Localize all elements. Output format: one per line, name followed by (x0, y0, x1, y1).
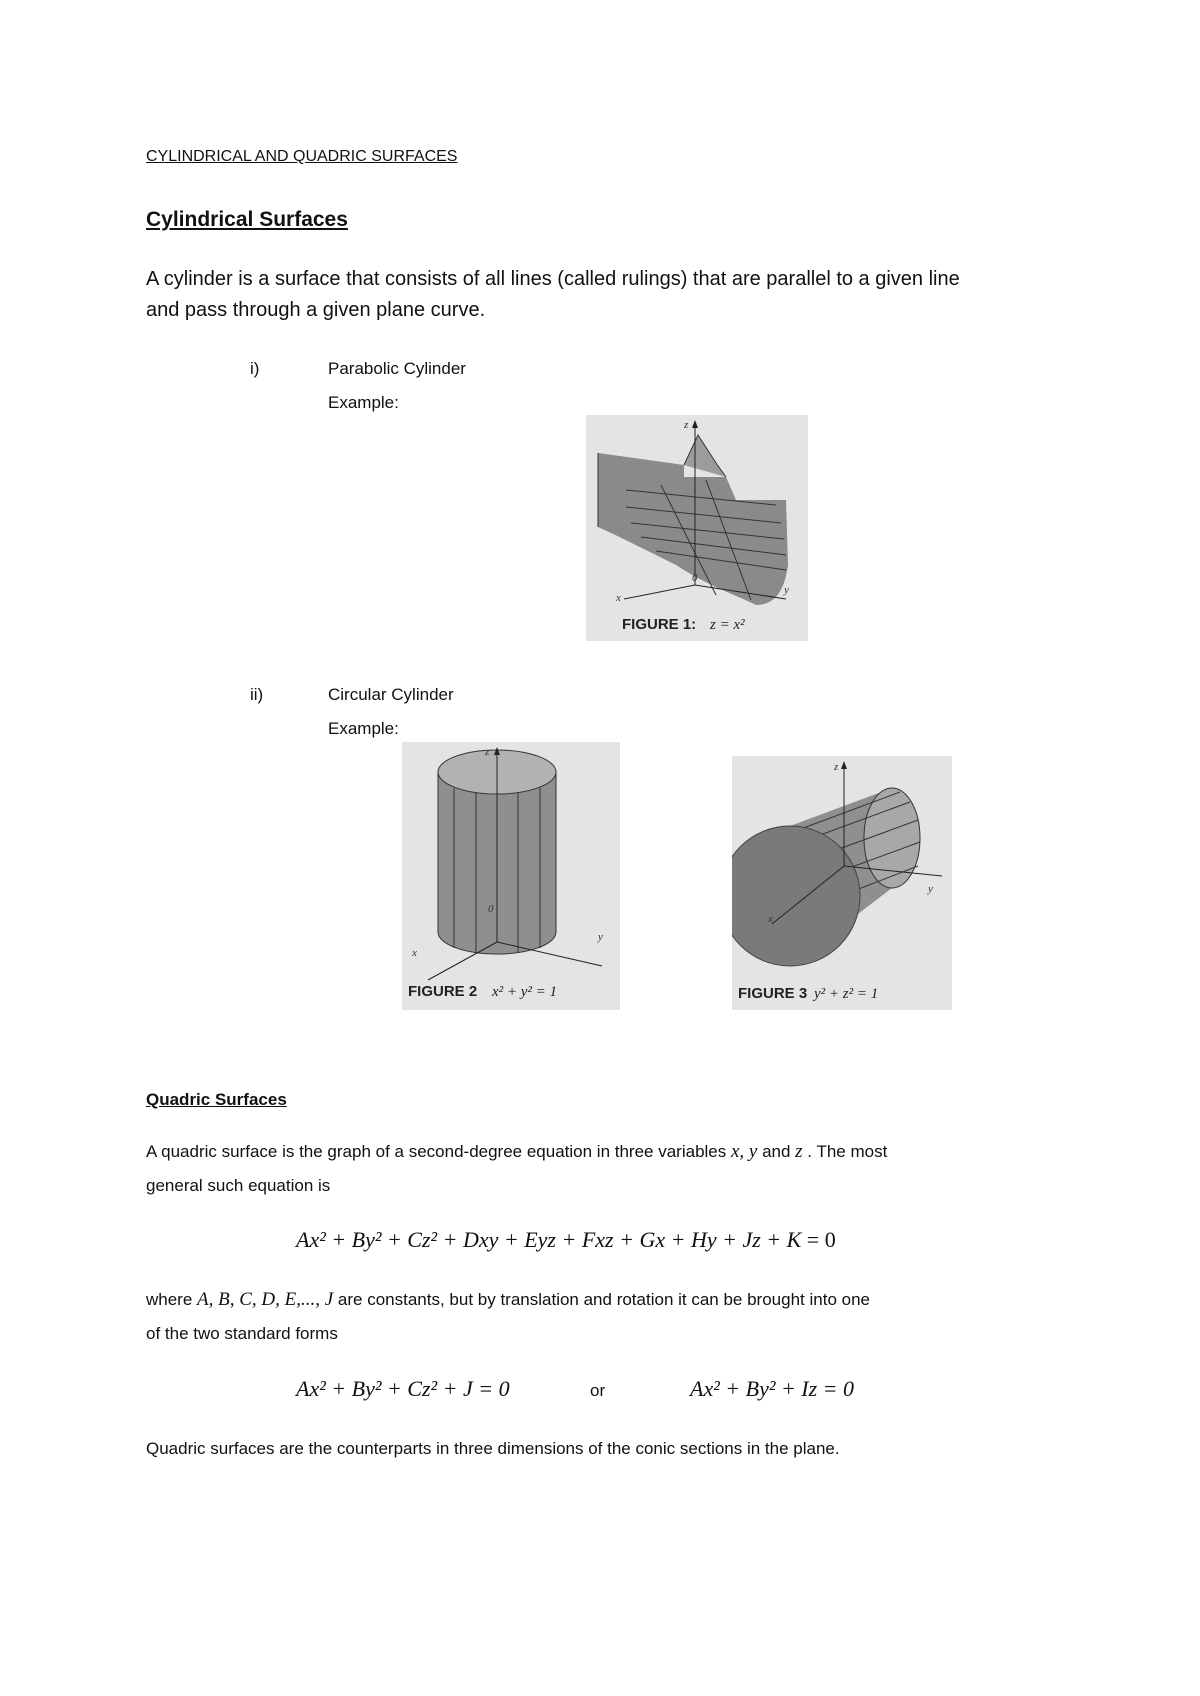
p2-where: where (146, 1290, 198, 1309)
figure-2-circular-cylinder (402, 742, 620, 1010)
quadric-paragraph-2-line-2: of the two standard forms (146, 1324, 338, 1343)
list-item-parabolic-cylinder (328, 352, 466, 420)
list-marker-ii: ii) (250, 685, 264, 704)
p1-and: and (757, 1142, 796, 1161)
cylindrical-surfaces-heading: Cylindrical Surfaces (146, 208, 348, 231)
document-title: CYLINDRICAL AND QUADRIC SURFACES (146, 148, 458, 165)
x-axis-label: x (768, 913, 773, 925)
z-axis-label: z (485, 746, 490, 758)
figure-3-equation: y² + z² = 1 (814, 986, 879, 1002)
general-quadric-equation (296, 1227, 836, 1253)
quadric-paragraph-2-line-1 (146, 1283, 1086, 1317)
quadric-surfaces-heading: Quadric Surfaces (146, 1090, 287, 1109)
parabolic-cylinder-label: Parabolic Cylinder (328, 359, 466, 378)
figure-2-caption: FIGURE 2 (408, 983, 478, 1000)
figure-1-parabolic-cylinder (586, 415, 808, 641)
z-axis-arrow (692, 420, 698, 428)
standard-form-1: Ax² + By² + Cz² + J = 0 (296, 1376, 510, 1401)
p1-vars-xy: x, y (730, 1141, 758, 1162)
z-axis-label: z (684, 419, 689, 431)
z-axis-label: z (834, 761, 839, 773)
p1-text-b: . The most (802, 1142, 888, 1161)
y-axis-label: y (598, 931, 603, 943)
p2-rest: are constants, but by translation and rotation it can be brought into one (333, 1290, 870, 1309)
figure-1-drawing (586, 415, 808, 641)
p1-text-a: A quadric surface is the graph of a second-degree equation in three variables (146, 1142, 731, 1161)
list-item-circular-cylinder (328, 678, 454, 746)
quadric-paragraph-1 (146, 1135, 1076, 1203)
origin-label: 0 (488, 903, 494, 915)
surface-far-rim (684, 435, 726, 477)
figure-3-circular-cylinder (732, 756, 952, 1010)
circular-cylinder-label: Circular Cylinder (328, 685, 454, 704)
quadric-paragraph-3: Quadric surfaces are the counterparts in three dimensions of the conic sections in the plane. (146, 1439, 840, 1458)
definition-line-1: A cylinder is a surface that consists of all lines (called rulings) that are parallel to a given line (146, 268, 960, 290)
y-axis-label: y (928, 883, 933, 895)
figure-3-caption: FIGURE 3 (738, 985, 808, 1002)
figure-2-equation: x² + y² = 1 (492, 984, 558, 1000)
figure-2-drawing (402, 742, 620, 1010)
standard-form-2: Ax² + By² + Iz = 0 (690, 1376, 855, 1401)
general-equation-lhs: Ax² + By² + Cz² + Dxy + Eyz + Fxz + Gx + Hy + Jz + K (296, 1227, 802, 1252)
p1-var-z: z (795, 1141, 803, 1162)
quadric-paragraph-2 (146, 1283, 1086, 1351)
x-axis (624, 585, 695, 599)
quadric-paragraph-1-line-2: general such equation is (146, 1176, 331, 1195)
figure-1-caption: FIGURE 1: (622, 616, 697, 633)
list-marker-i: i) (250, 359, 260, 378)
y-axis (497, 942, 602, 966)
or-label: or (590, 1381, 606, 1400)
circular-example-label: Example: (328, 719, 399, 738)
x-axis-label: x (616, 592, 621, 604)
general-equation-rhs: = 0 (806, 1227, 836, 1252)
cylinder-definition (146, 264, 1106, 326)
origin-label: 0 (692, 572, 698, 584)
parabolic-example-label: Example: (328, 393, 399, 412)
figure-1-equation: z = x² (710, 617, 745, 633)
figure-3-drawing (732, 756, 952, 1010)
quadric-paragraph-1-line-1 (146, 1135, 1076, 1169)
z-axis-arrow (841, 761, 847, 769)
x-axis-label: x (412, 947, 417, 959)
definition-line-2: and pass through a given plane curve. (146, 299, 486, 321)
y-axis-label: y (784, 584, 789, 596)
p2-constants: A, B, C, D, E,..., J (197, 1289, 334, 1310)
